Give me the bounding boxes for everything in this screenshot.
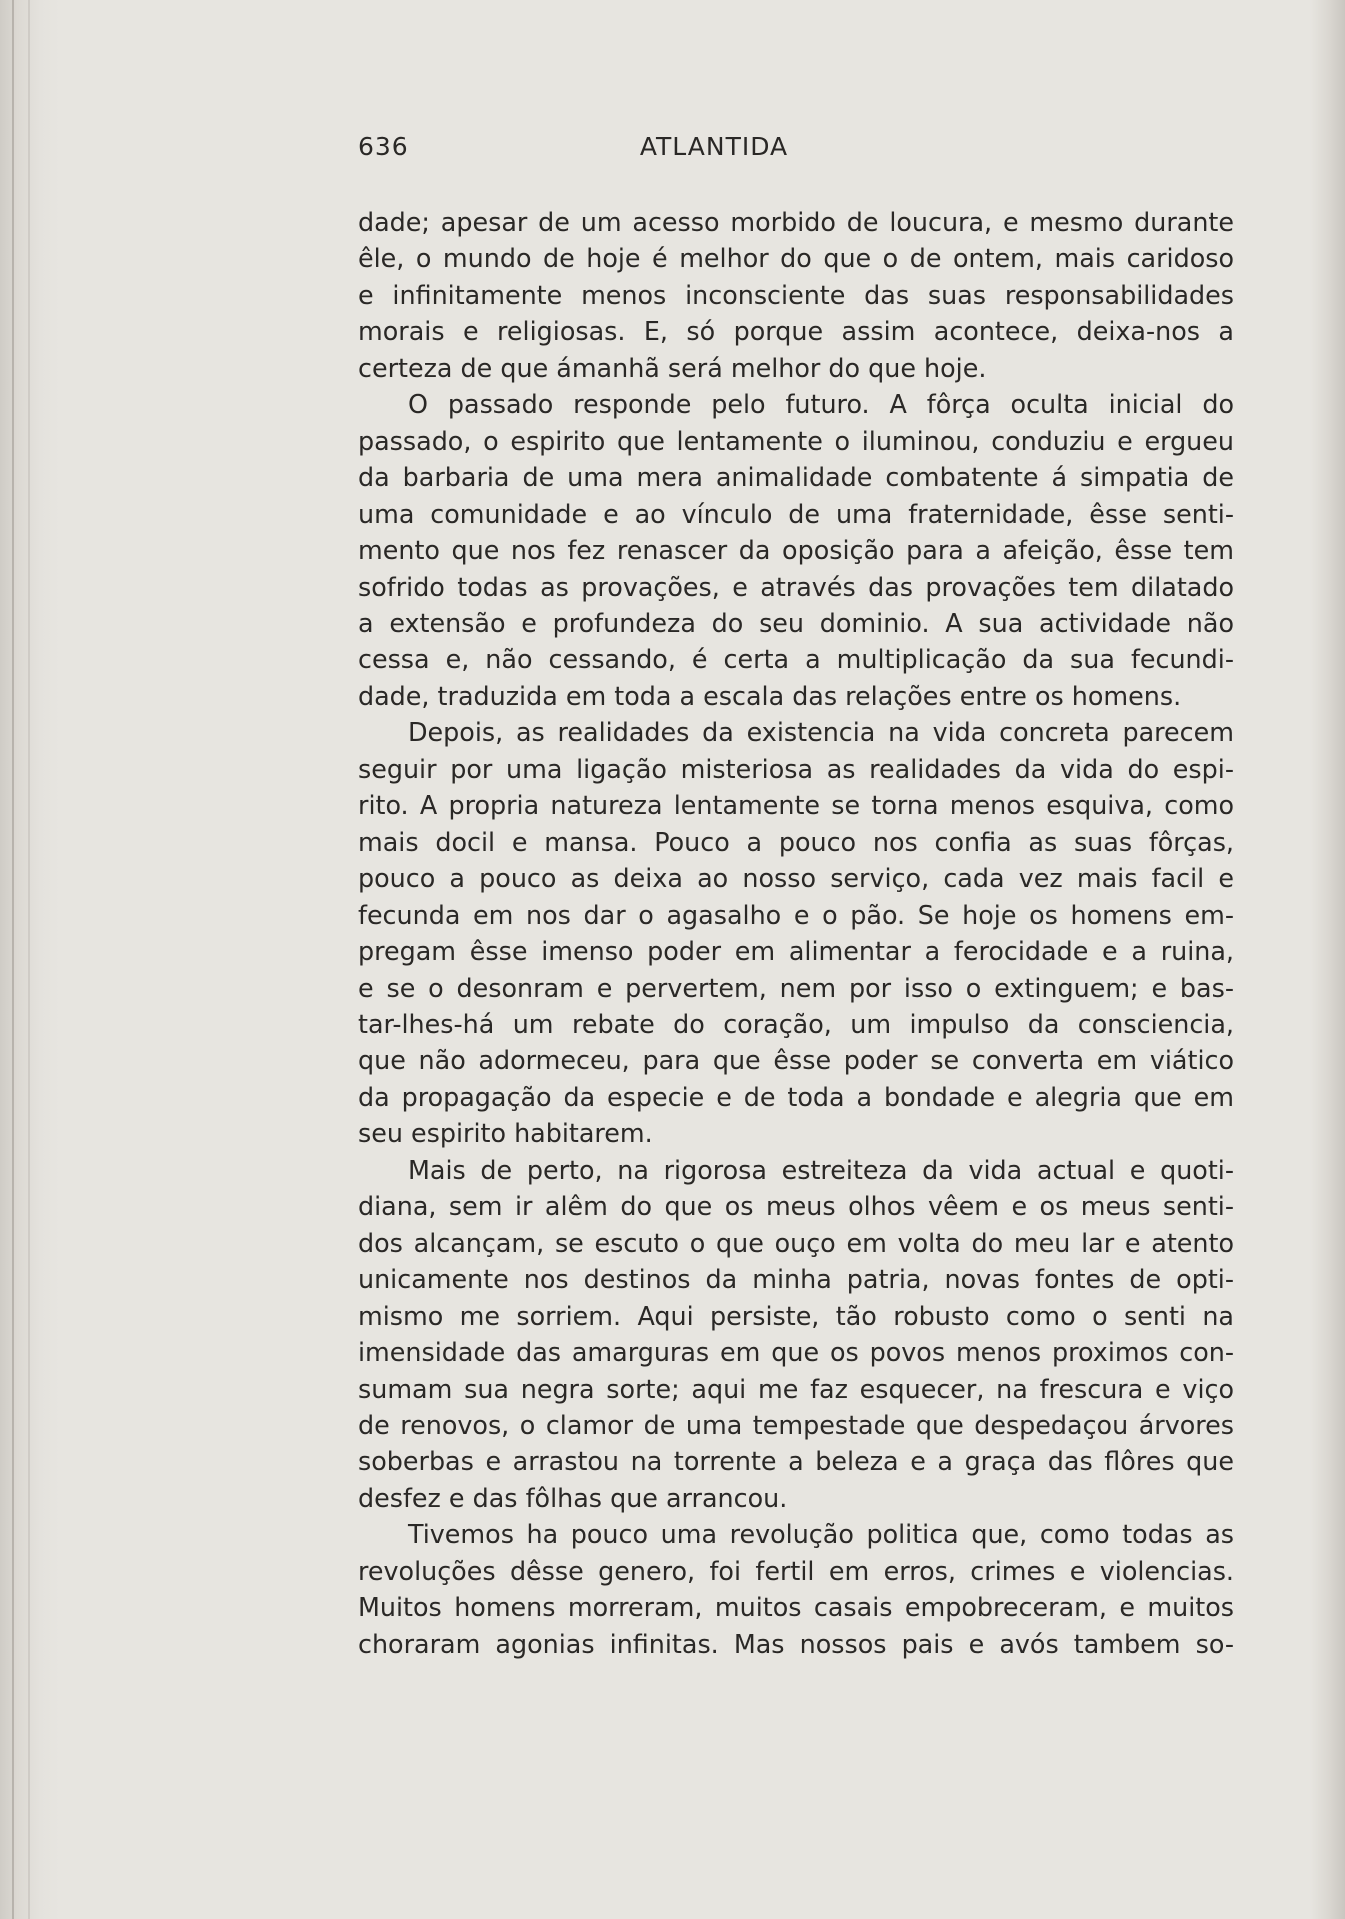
text-line: choraram agonias infinitas. Mas nossos pais e avós tambem so- [358, 1628, 1234, 1659]
text-line: tar-lhes-há um rebate do coração, um impulso da consciencia, [358, 1008, 1234, 1039]
page-header [358, 132, 858, 166]
binding-shadow [28, 0, 30, 1919]
text-line: Depois, as realidades da existencia na vida concreta parecem [408, 717, 1234, 748]
text-line: e infinitamente menos inconsciente das suas responsabilidades [358, 279, 1234, 310]
paragraph [358, 204, 1234, 386]
text-line: de renovos, o clamor de uma tempestade que despedaçou árvores [358, 1409, 1234, 1440]
text-line: dade; apesar de um acesso morbido de loucura, e mesmo durante [358, 207, 1234, 237]
text-line: unicamente nos destinos da minha patria, novas fontes de opti- [358, 1264, 1234, 1295]
text-line: mismo me sorriem. Aqui persiste, tão robusto como o senti na [358, 1300, 1234, 1331]
text-line: dos alcançam, se escuto o que ouço em volta do meu lar e atento [358, 1227, 1234, 1258]
paragraph [358, 1516, 1234, 1662]
text-line: mento que nos fez renascer da oposição para a afeição, êsse tem [358, 535, 1234, 566]
text-line: seu espirito habitarem. [358, 1118, 653, 1149]
binding-edge [12, 0, 14, 1919]
text-line: da propagação da especie e de toda a bondade e alegria que em [358, 1081, 1234, 1112]
text-line: desfez e das fôlhas que arrancou. [358, 1482, 788, 1513]
text-line: revoluções dêsse genero, foi fertil em erros, crimes e violencias. [358, 1555, 1234, 1586]
text-line: soberbas e arrastou na torrente a beleza e a graça das flôres que [358, 1446, 1234, 1477]
text-line: certeza de que ámanhã será melhor do que hoje. [358, 352, 987, 383]
text-line: pouco a pouco as deixa ao nosso serviço, cada vez mais facil e [358, 863, 1234, 894]
text-line: que não adormeceu, para que êsse poder se converta em viático [358, 1045, 1234, 1076]
text-line: e se o desonram e pervertem, nem por isso o extinguem; e bas- [358, 972, 1234, 1003]
body-text [358, 204, 1234, 1662]
text-line: sumam sua negra sorte; aqui me faz esquecer, na frescura e viço [358, 1373, 1234, 1404]
text-line: imensidade das amarguras em que os povos menos proximos con- [358, 1337, 1234, 1368]
paragraph [358, 1152, 1234, 1517]
text-line: fecunda em nos dar o agasalho e o pão. Se hoje os homens em- [358, 899, 1234, 930]
text-line: passado, o espirito que lentamente o iluminou, conduziu e ergueu [358, 425, 1234, 456]
page-number: 636 [358, 132, 409, 161]
text-line: cessa e, não cessando, é certa a multiplicação da sua fecundi- [358, 644, 1234, 675]
text-line: Muitos homens morreram, muitos casais empobreceram, e muitos [358, 1592, 1234, 1623]
text-line: sofrido todas as provações, e através das provações tem dilatado [358, 571, 1234, 602]
paragraph [358, 386, 1234, 714]
text-line: diana, sem ir alêm do que os meus olhos vêem e os meus senti- [358, 1191, 1234, 1222]
text-line: O passado responde pelo futuro. A fôrça oculta inicial do [408, 389, 1234, 420]
paragraph [358, 714, 1234, 1151]
text-line: a extensão e profundeza do seu dominio. A sua actividade não [358, 607, 1234, 638]
running-title: ATLANTIDA [639, 132, 789, 161]
text-line: pregam êsse imenso poder em alimentar a ferocidade e a ruina, [358, 936, 1234, 967]
text-line: dade, traduzida em toda a escala das relações entre os homens. [358, 680, 1182, 711]
text-line: Mais de perto, na rigorosa estreiteza da vida actual e quoti- [408, 1154, 1234, 1185]
text-line: da barbaria de uma mera animalidade combatente á simpatia de [358, 462, 1234, 493]
text-line: morais e religiosas. E, só porque assim acontece, deixa-nos a [358, 316, 1234, 347]
text-line: mais docil e mansa. Pouco a pouco nos confia as suas fôrças, [358, 826, 1234, 857]
text-line: êle, o mundo de hoje é melhor do que o de ontem, mais caridoso [358, 243, 1234, 274]
text-line: rito. A propria natureza lentamente se torna menos esquiva, como [358, 790, 1234, 821]
text-line: Tivemos ha pouco uma revolução politica que, como todas as [408, 1519, 1234, 1550]
text-line: uma comunidade e ao vínculo de uma fraternidade, êsse senti- [358, 498, 1234, 529]
text-line: seguir por uma ligação misteriosa as realidades da vida do espi- [358, 753, 1234, 784]
